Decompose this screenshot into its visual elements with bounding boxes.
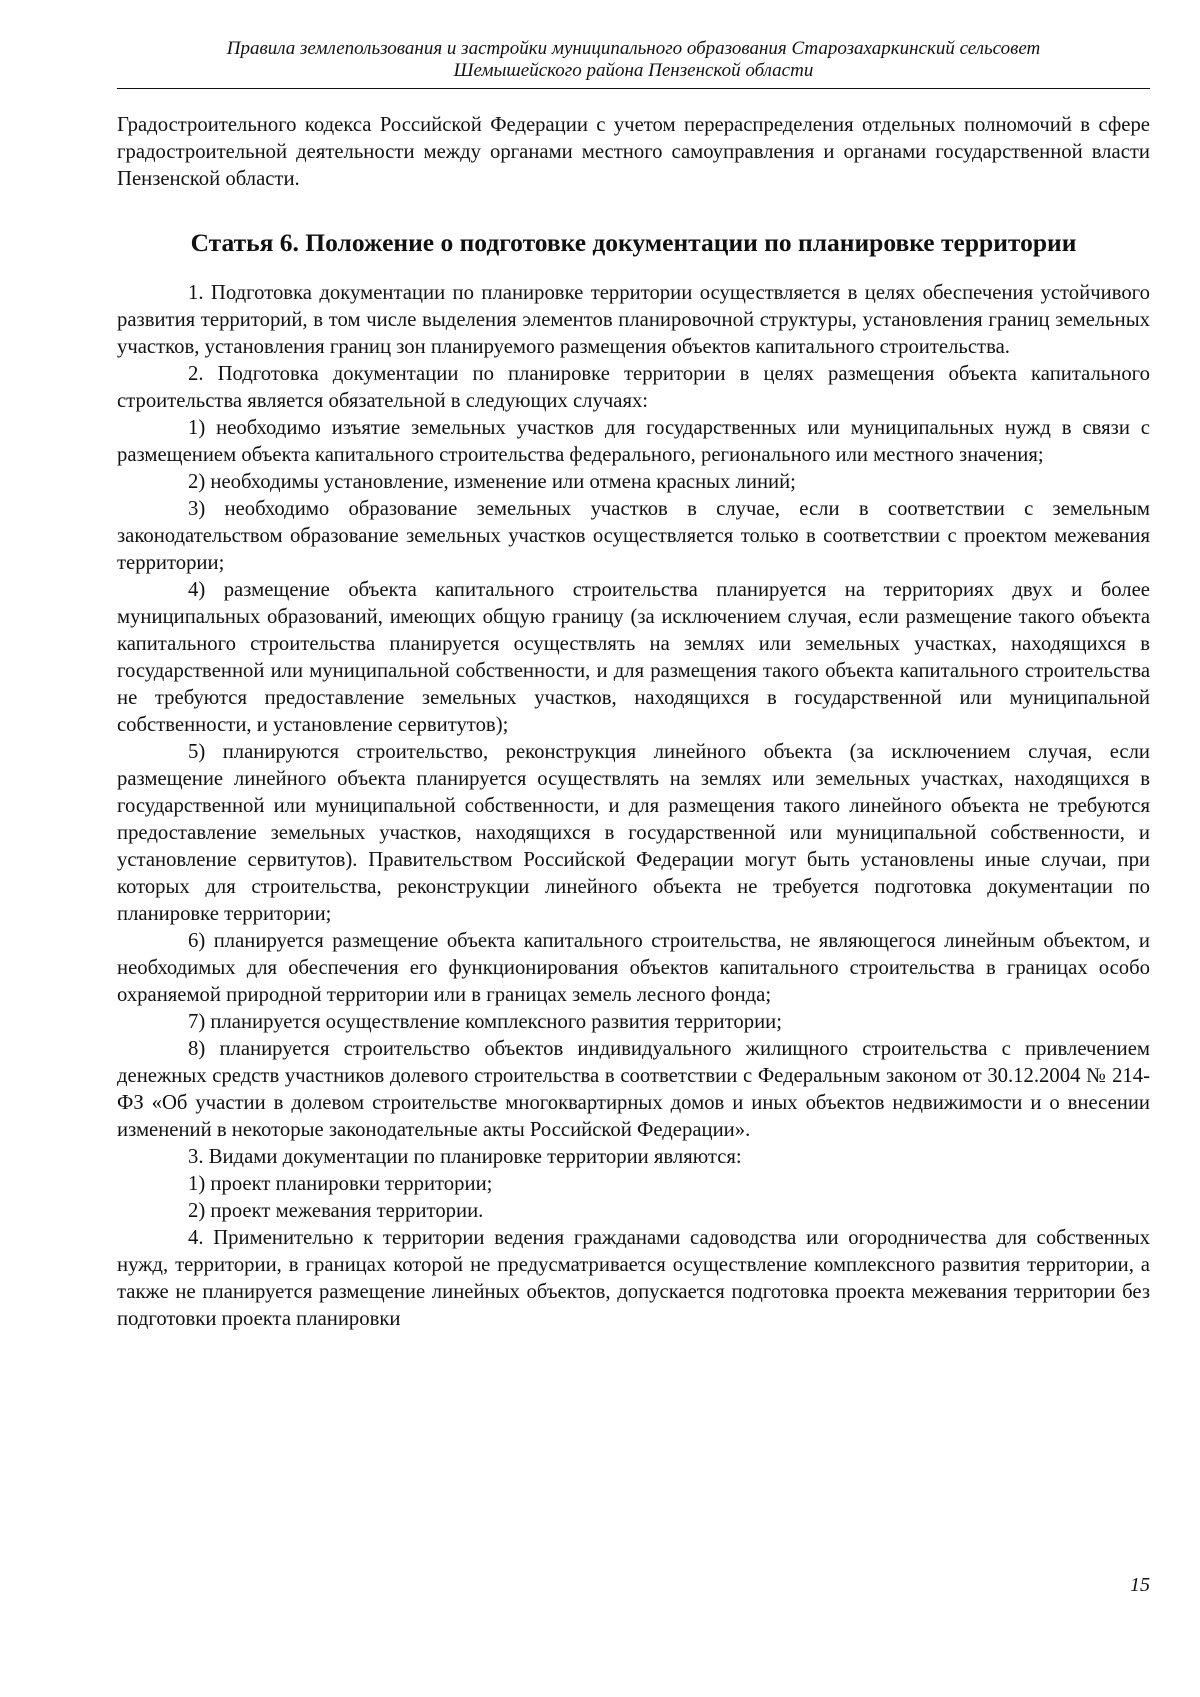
list-item-2-5: 5) планируются строительство, реконструкция линейного объекта (за исключением случая, если размещение линейного объекта планируется осуществлять на землях или земельных участках, находящихся в государственной или муниципальной собственности, и для размещения такого линейного объекта не требуются предоставление земельных участков, находящихся в государственной или муниципальной собственности, и установление сервитутов). Правительством Российской Федерации могут быть установлены иные случаи, при которых для строительства, реконструкции линейного объекта не требуется подготовка документации по планировке территории; xyxy=(117,741,1150,925)
running-header-line-1: Правила землепользования и застройки муниципального образования Старозахаркинский сельсовет xyxy=(226,38,1041,59)
list-item-2-2: 2) необходимы установление, изменение или отмена красных линий; xyxy=(188,471,796,493)
paragraph-1: 1. Подготовка документации по планировке территории осуществляется в целях обеспечения устойчивого развития территорий, в том числе выделения элементов планировочной структуры, установления границ земельных участков, установления границ зон планируемого размещения объектов капитального строительства. xyxy=(117,282,1150,358)
list-item-3-1: 1) проект планировки территории; xyxy=(188,1173,493,1195)
list-item-2-3: 3) необходимо образование земельных участков в случае, если в соответствии с земельным законодательством образование земельных участков осуществляется только в соответствии с проектом межевания территории; xyxy=(117,498,1150,574)
paragraph-3: 3. Видами документации по планировке территории являются: xyxy=(188,1146,742,1168)
list-item-2-1: 1) необходимо изъятие земельных участков для государственных или муниципальных нужд в связи с размещением объекта капитального строительства федерального, регионального или местного значения; xyxy=(117,417,1150,466)
body-text xyxy=(117,112,1150,1333)
paragraph-2: 2. Подготовка документации по планировке территории в целях размещения объекта капитального строительства является обязательной в следующих случаях: xyxy=(117,363,1150,412)
paragraph-4: 4. Применительно к территории ведения гражданами садоводства или огородничества для собственных нужд, территории, в границах которой не предусматривается осуществление комплексного развития территории, а также не планируется размещение линейных объектов, допускается подготовка проекта межевания территории без подготовки проекта планировки xyxy=(117,1227,1150,1330)
page-number: 15 xyxy=(1130,1574,1150,1596)
list-item-2-7: 7) планируется осуществление комплексного развития территории; xyxy=(188,1011,782,1033)
list-item-3-2: 2) проект межевания территории. xyxy=(188,1200,484,1222)
article-title: Статья 6. Положение о подготовке документации по планировке территории xyxy=(190,228,1077,257)
intro-paragraph: Градостроительного кодекса Российской Федерации с учетом перераспределения отдельных полномочий в сфере градостроительной деятельности между органами местного самоуправления и органами государственной власти Пензенской области. xyxy=(117,114,1150,190)
list-item-2-6: 6) планируется размещение объекта капитального строительства, не являющегося линейным объектом, и необходимых для обеспечения его функционирования объектов капитального строительства в границах особо охраняемой природной территории или в границах земель лесного фонда; xyxy=(117,930,1150,1006)
running-header-line-2: Шемышейского района Пензенской области xyxy=(453,60,814,81)
list-item-2-4: 4) размещение объекта капитального строительства планируется на территориях двух и более муниципальных образований, имеющих общую границу (за исключением случая, если размещение такого объекта капитального строительства планируется осуществлять на землях или земельных участках, находящихся в государственной или муниципальной собственности, и для размещения такого объекта капитального строительства не требуются предоставление земельных участков, находящихся в государственной или муниципальной собственности, и установление сервитутов); xyxy=(117,579,1150,736)
list-item-2-8: 8) планируется строительство объектов индивидуального жилищного строительства с привлечением денежных средств участников долевого строительства в соответствии с Федеральным законом от 30.12.2004 № 214-ФЗ «Об участии в долевом строительстве многоквартирных домов и иных объектов недвижимости и о внесении изменений в некоторые законодательные акты Российской Федерации». xyxy=(117,1038,1150,1141)
header-divider xyxy=(117,88,1150,89)
running-header xyxy=(117,38,1150,82)
